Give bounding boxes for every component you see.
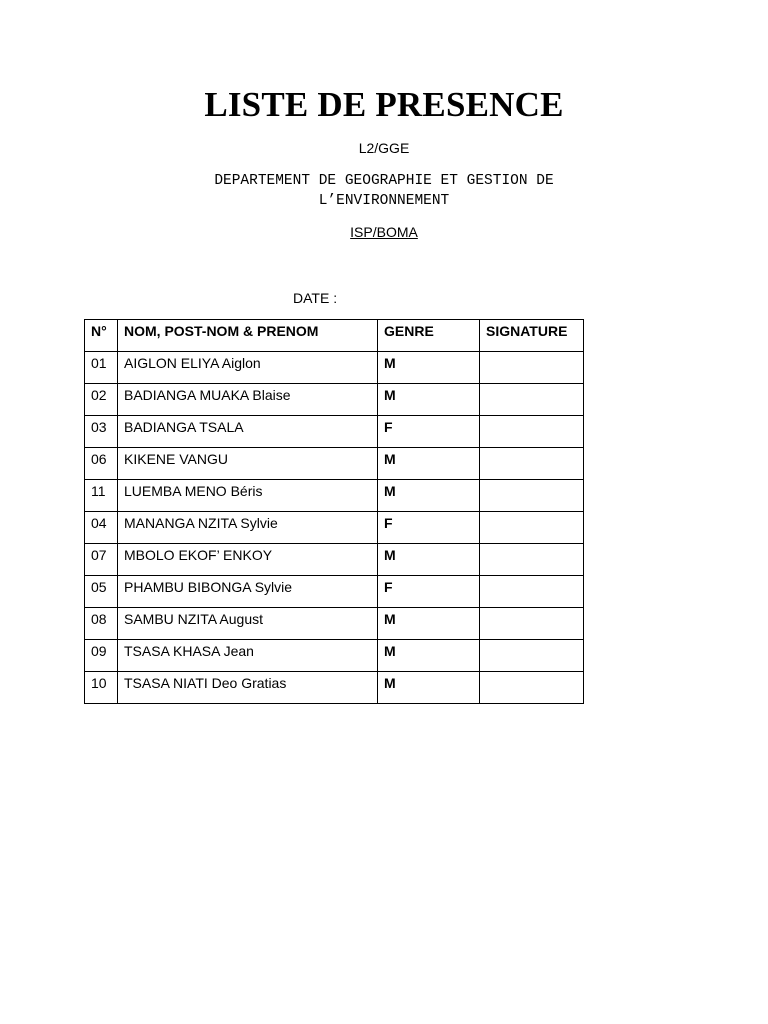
row-number-cell: 11 [85,480,118,512]
row-number-cell: 05 [85,576,118,608]
student-name-cell: AIGLON ELIYA Aiglon [118,352,378,384]
column-header-signature: SIGNATURE [480,320,584,352]
row-number-cell: 04 [85,512,118,544]
row-number-cell: 02 [85,384,118,416]
table-row [85,480,584,512]
student-name-cell: PHAMBU BIBONGA Sylvie [118,576,378,608]
student-name-cell: KIKENE VANGU [118,448,378,480]
table-row [85,608,584,640]
signature-cell[interactable] [480,576,584,608]
table-row [85,672,584,704]
column-header-number: N° [85,320,118,352]
student-name-cell: LUEMBA MENO Béris [118,480,378,512]
signature-cell[interactable] [480,640,584,672]
signature-cell[interactable] [480,480,584,512]
row-number-cell: 07 [85,544,118,576]
row-number-cell: 09 [85,640,118,672]
genre-cell: M [378,608,480,640]
table-row [85,544,584,576]
signature-cell[interactable] [480,384,584,416]
institution-name: ISP/BOMA [350,224,418,240]
department-name [160,171,608,211]
table-row [85,512,584,544]
row-number-cell: 10 [85,672,118,704]
signature-cell[interactable] [480,352,584,384]
document-title: LISTE DE PRESENCE [204,85,564,124]
signature-cell[interactable] [480,544,584,576]
signature-cell[interactable] [480,416,584,448]
student-name-cell: MANANGA NZITA Sylvie [118,512,378,544]
student-name-cell: BADIANGA MUAKA Blaise [118,384,378,416]
department-line-1: DEPARTEMENT DE GEOGRAPHIE ET GESTION DE [214,173,554,189]
signature-cell[interactable] [480,608,584,640]
genre-cell: M [378,480,480,512]
student-name-cell: SAMBU NZITA August [118,608,378,640]
row-number-cell: 06 [85,448,118,480]
date-label: DATE : [293,290,338,306]
row-number-cell: 01 [85,352,118,384]
table-row [85,352,584,384]
table-header-row [85,320,584,352]
table-row [85,384,584,416]
class-code: L2/GGE [358,140,410,156]
attendance-table [84,319,584,704]
student-name-cell: MBOLO EKOF’ ENKOY [118,544,378,576]
column-header-genre: GENRE [378,320,480,352]
genre-cell: M [378,448,480,480]
genre-cell: M [378,640,480,672]
table-body [85,352,584,704]
student-name-cell: BADIANGA TSALA [118,416,378,448]
genre-cell: F [378,576,480,608]
student-name-cell: TSASA KHASA Jean [118,640,378,672]
row-number-cell: 08 [85,608,118,640]
genre-cell: F [378,416,480,448]
student-name-cell: TSASA NIATI Deo Gratias [118,672,378,704]
table-row [85,416,584,448]
genre-cell: M [378,544,480,576]
signature-cell[interactable] [480,672,584,704]
genre-cell: M [378,384,480,416]
column-header-name: NOM, POST-NOM & PRENOM [118,320,378,352]
genre-cell: M [378,352,480,384]
signature-cell[interactable] [480,512,584,544]
department-line-2: L’ENVIRONNEMENT [318,193,450,209]
signature-cell[interactable] [480,448,584,480]
row-number-cell: 03 [85,416,118,448]
table-row [85,576,584,608]
table-row [85,448,584,480]
genre-cell: F [378,512,480,544]
genre-cell: M [378,672,480,704]
table-row [85,640,584,672]
